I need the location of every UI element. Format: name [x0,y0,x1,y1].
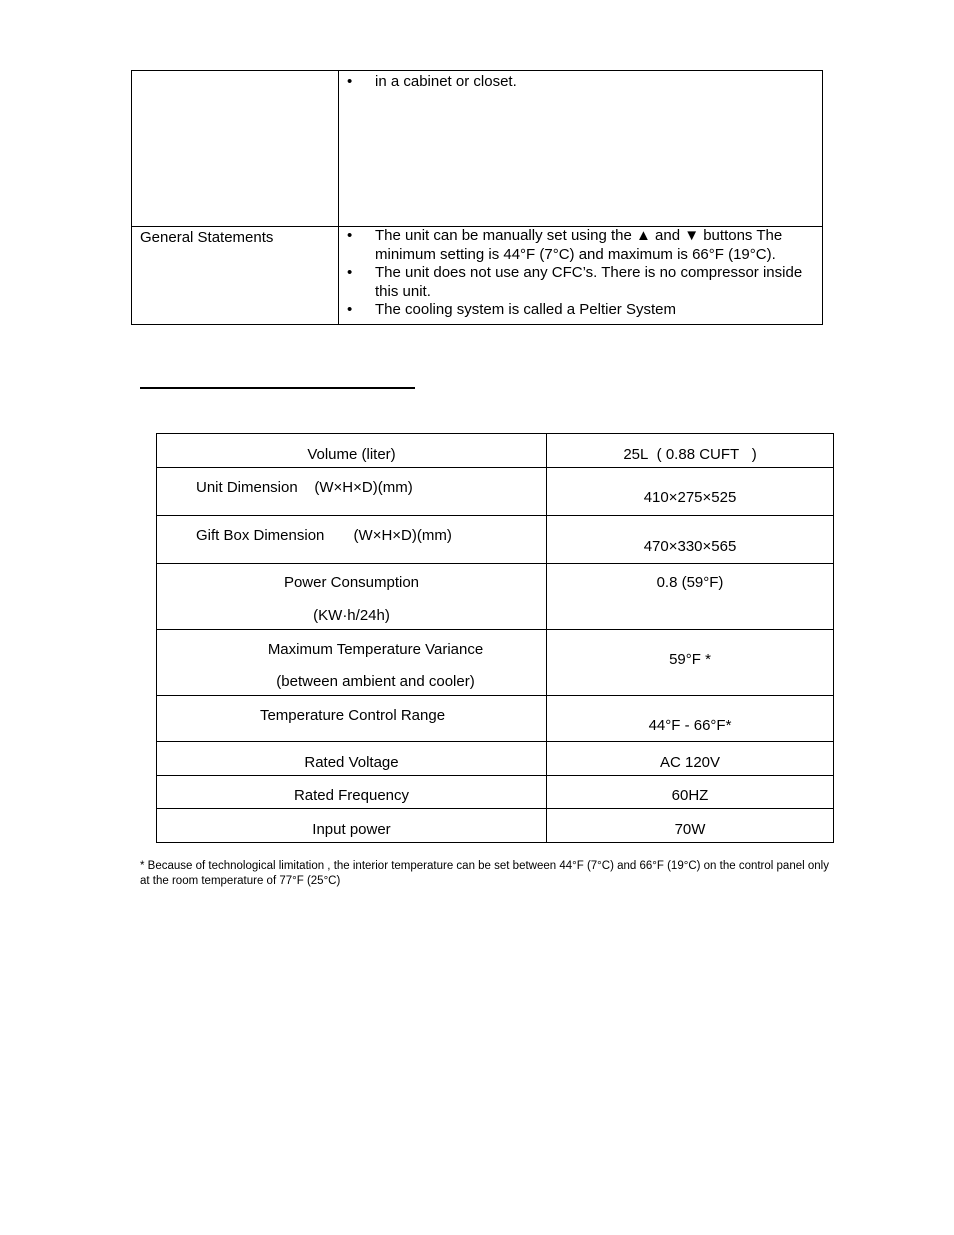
spec-label: Power Consumption [283,574,420,591]
spec-label: Input power [312,821,391,838]
table-row [157,776,834,809]
table-row [157,696,834,742]
spec-label-note: (between ambient and cooler) [276,673,475,690]
spec-value-cell [547,564,834,630]
spec-label: Gift Box Dimension (W×H×D)(mm) [196,527,452,544]
spec-value: 70W [674,821,706,838]
list-item: • in a cabinet or closet. [339,73,822,92]
spec-label-cell [157,516,547,564]
bullet-list [339,73,822,92]
list-item: • The unit can be manually set using the ▲ and ▼ buttons The minimum setting is 44°F (7°C) and maximum is 66°F (19°C). [339,227,822,264]
spec-label-cell [157,742,547,776]
features-table [131,70,823,325]
spec-label: Rated Frequency [293,787,410,804]
spec-label-cell [157,564,547,630]
table-row [157,468,834,516]
spec-value-cell [547,468,834,516]
spec-value: 44°F - 66°F* [648,717,732,734]
spec-label: Volume (liter) [307,446,396,463]
table-row [157,434,834,468]
list-item: • The unit does not use any CFC’s. There is no compressor inside this unit. [339,264,822,301]
table-row [132,71,823,227]
spec-value: 0.8 (59°F) [656,574,724,591]
spec-value: 60HZ [671,787,709,804]
table-row [157,809,834,843]
row-label: General Statements [132,227,339,325]
spec-value: 470×330×565 [643,538,737,555]
table-row [157,630,834,696]
spec-label: Temperature Control Range [259,707,446,724]
spec-value: AC 120V [659,754,721,771]
spec-label-unit: (KW·h/24h) [313,607,390,624]
row-content [339,71,823,227]
table-row [157,516,834,564]
bullet-list [339,227,822,320]
footnote: * Because of technological limitation , the interior temperature can be set between 44°F (7°C) and 66°F (19°C) on the control panel only at the room temperature of 77°F (25°C) [140,860,829,887]
spec-label: Maximum Temperature Variance [267,641,484,658]
spec-label-cell [157,434,547,468]
spec-label-cell [157,630,547,696]
spec-value-cell [547,742,834,776]
spec-value: 25L ( 0.88 CUFT ) [623,446,757,463]
spec-value: 59°F * [669,651,711,668]
row-content [339,227,823,325]
spec-label: Rated Voltage [304,754,399,771]
table-row [157,742,834,776]
list-item: • The cooling system is called a Peltier System [339,301,822,320]
table-row [132,227,823,325]
spec-label-cell [157,468,547,516]
spec-value-cell [547,516,834,564]
spec-label-cell [157,809,547,843]
spec-label-cell [157,776,547,809]
spec-value-cell [547,630,834,696]
spec-label: Unit Dimension (W×H×D)(mm) [196,479,413,496]
spec-value-cell [547,696,834,742]
spec-value-cell [547,434,834,468]
specifications-table [156,433,834,843]
section-heading-underline [140,387,415,389]
spec-value: 410×275×525 [643,489,737,506]
spec-value-cell [547,809,834,843]
spec-value-cell [547,776,834,809]
table-row [157,564,834,630]
row-label-empty [132,71,339,227]
spec-label-cell [157,696,547,742]
